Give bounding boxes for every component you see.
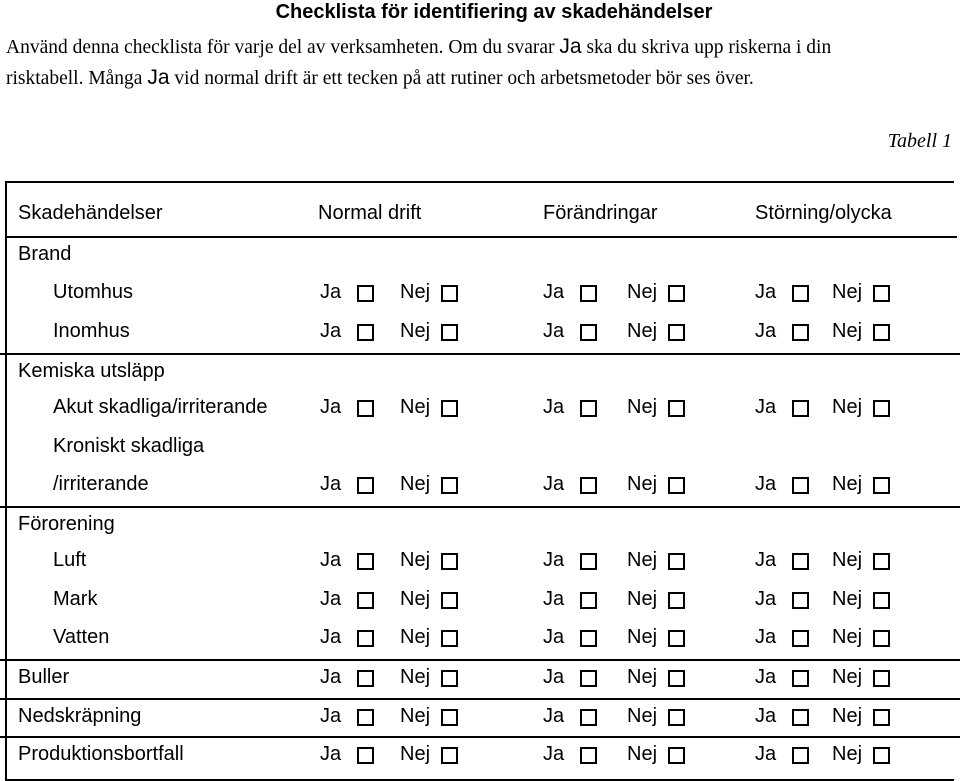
intro-line-1: Använd denna checklista för varje del av verksamheten. Om du svarar Ja ska du skriva upp riskerna i din <box>6 35 832 58</box>
checkbox-nej-normal-drift[interactable] <box>441 285 458 302</box>
checkbox-ja-storning[interactable] <box>792 747 809 764</box>
checkbox-nej-forandringar[interactable] <box>668 670 685 687</box>
row-label: Nedskräpning <box>18 704 142 727</box>
checkbox-nej-forandringar[interactable] <box>668 747 685 764</box>
option-ja-label: Ja <box>320 742 342 765</box>
checkbox-ja-storning[interactable] <box>792 630 809 647</box>
checkbox-ja-forandringar[interactable] <box>580 324 597 341</box>
option-nej-label: Nej <box>627 549 658 572</box>
checkbox-nej-storning[interactable] <box>873 477 890 494</box>
checkbox-ja-normal-drift[interactable] <box>357 553 374 570</box>
row-label: Buller <box>18 666 70 689</box>
checkbox-ja-forandringar[interactable] <box>580 285 597 302</box>
row-label: Kemiska utsläpp <box>18 359 165 382</box>
option-nej-label: Nej <box>400 626 431 648</box>
option-nej-label: Nej <box>627 626 658 648</box>
row-label: Utomhus <box>53 281 134 304</box>
option-ja-label: Ja <box>543 472 565 495</box>
checkbox-nej-normal-drift[interactable] <box>441 553 458 570</box>
checkbox-nej-storning[interactable] <box>873 592 890 609</box>
checkbox-ja-normal-drift[interactable] <box>357 477 374 494</box>
table-row <box>0 430 960 468</box>
option-nej-label: Nej <box>400 666 431 689</box>
option-nej-label: Nej <box>400 742 431 765</box>
table-caption: Tabell 1 <box>887 130 952 152</box>
checkbox-ja-normal-drift[interactable] <box>357 285 374 302</box>
option-ja-label: Ja <box>320 281 342 304</box>
table-row <box>0 238 960 276</box>
checkbox-nej-normal-drift[interactable] <box>441 709 458 726</box>
option-ja-label: Ja <box>755 587 777 610</box>
option-ja-label: Ja <box>543 587 565 610</box>
option-ja-label: Ja <box>755 472 777 495</box>
checkbox-ja-forandringar[interactable] <box>580 670 597 687</box>
checkbox-nej-storning[interactable] <box>873 285 890 302</box>
intro-ja-emphasis: Ja <box>147 66 170 89</box>
option-nej-label: Nej <box>832 549 863 572</box>
row-label: Inomhus <box>53 319 130 342</box>
option-nej-label: Nej <box>627 472 658 495</box>
row-label: Förorening <box>18 513 115 536</box>
option-ja-label: Ja <box>320 587 342 610</box>
checkbox-ja-storning[interactable] <box>792 477 809 494</box>
checkbox-nej-forandringar[interactable] <box>668 553 685 570</box>
option-ja-label: Ja <box>755 319 777 342</box>
checkbox-ja-storning[interactable] <box>792 709 809 726</box>
option-nej-label: Nej <box>832 626 863 648</box>
checkbox-ja-storning[interactable] <box>792 553 809 570</box>
table-row <box>0 468 960 506</box>
option-nej-label: Nej <box>627 742 658 765</box>
checkbox-ja-storning[interactable] <box>792 592 809 609</box>
option-ja-label: Ja <box>543 626 565 648</box>
checkbox-nej-storning[interactable] <box>873 324 890 341</box>
option-ja-label: Ja <box>543 742 565 765</box>
option-ja-label: Ja <box>755 281 777 304</box>
option-nej-label: Nej <box>627 281 658 304</box>
checkbox-nej-normal-drift[interactable] <box>441 670 458 687</box>
checkbox-nej-normal-drift[interactable] <box>441 477 458 494</box>
row-label: /irriterande <box>53 472 149 495</box>
table-row <box>0 659 960 697</box>
checkbox-ja-normal-drift[interactable] <box>357 324 374 341</box>
checkbox-ja-forandringar[interactable] <box>580 553 597 570</box>
table-row <box>0 698 960 736</box>
table-row <box>0 353 960 391</box>
header-normal-drift: Normal drift <box>318 202 422 224</box>
option-ja-label: Ja <box>755 549 777 572</box>
row-label: Vatten <box>53 626 110 648</box>
checkbox-nej-forandringar[interactable] <box>668 285 685 302</box>
option-ja-label: Ja <box>755 396 777 419</box>
checkbox-nej-forandringar[interactable] <box>668 709 685 726</box>
checkbox-nej-storning[interactable] <box>873 400 890 417</box>
checkbox-ja-normal-drift[interactable] <box>357 592 374 609</box>
option-ja-label: Ja <box>320 666 342 689</box>
option-nej-label: Nej <box>627 396 658 419</box>
option-ja-label: Ja <box>543 319 565 342</box>
option-nej-label: Nej <box>400 319 431 342</box>
intro-ja-emphasis: Ja <box>559 35 582 58</box>
intro-line-2: risktabell. Många Ja vid normal drift är ett tecken på att rutiner och arbetsmetoder bör ses över. <box>6 66 754 89</box>
option-nej-label: Nej <box>627 319 658 342</box>
checkbox-ja-normal-drift[interactable] <box>357 630 374 647</box>
checkbox-ja-normal-drift[interactable] <box>357 747 374 764</box>
checkbox-nej-storning[interactable] <box>873 630 890 647</box>
checkbox-nej-normal-drift[interactable] <box>441 324 458 341</box>
checkbox-ja-storning[interactable] <box>792 324 809 341</box>
checkbox-nej-forandringar[interactable] <box>668 324 685 341</box>
option-nej-label: Nej <box>400 587 431 610</box>
option-ja-label: Ja <box>543 281 565 304</box>
checkbox-nej-storning[interactable] <box>873 553 890 570</box>
table-row <box>0 736 960 774</box>
option-ja-label: Ja <box>543 704 565 727</box>
option-ja-label: Ja <box>320 319 342 342</box>
option-ja-label: Ja <box>320 626 342 648</box>
option-ja-label: Ja <box>755 666 777 689</box>
option-ja-label: Ja <box>755 742 777 765</box>
option-ja-label: Ja <box>543 549 565 572</box>
option-nej-label: Nej <box>400 549 431 572</box>
option-nej-label: Nej <box>627 587 658 610</box>
option-nej-label: Nej <box>832 704 863 727</box>
checkbox-nej-storning[interactable] <box>873 709 890 726</box>
option-nej-label: Nej <box>832 281 863 304</box>
checkbox-nej-normal-drift[interactable] <box>441 747 458 764</box>
option-ja-label: Ja <box>320 472 342 495</box>
checkbox-ja-forandringar[interactable] <box>580 630 597 647</box>
checkbox-nej-forandringar[interactable] <box>668 592 685 609</box>
checkbox-ja-storning[interactable] <box>792 285 809 302</box>
table-row <box>0 544 960 582</box>
table-row <box>0 583 960 621</box>
checkbox-ja-normal-drift[interactable] <box>357 709 374 726</box>
intro-text <box>6 32 956 94</box>
table-row <box>0 391 960 429</box>
table-row <box>0 621 960 659</box>
option-nej-label: Nej <box>400 472 431 495</box>
option-nej-label: Nej <box>400 396 431 419</box>
checkbox-ja-storning[interactable] <box>792 400 809 417</box>
header-skadehandelser: Skadehändelser <box>18 202 163 224</box>
checkbox-ja-forandringar[interactable] <box>580 592 597 609</box>
row-label: Luft <box>53 549 87 572</box>
option-nej-label: Nej <box>832 742 863 765</box>
checkbox-nej-storning[interactable] <box>873 670 890 687</box>
option-ja-label: Ja <box>320 549 342 572</box>
row-label: Mark <box>53 587 98 610</box>
option-ja-label: Ja <box>755 626 777 648</box>
option-nej-label: Nej <box>627 666 658 689</box>
option-nej-label: Nej <box>832 666 863 689</box>
checkbox-ja-normal-drift[interactable] <box>357 670 374 687</box>
table-row <box>0 315 960 353</box>
checkbox-nej-forandringar[interactable] <box>668 630 685 647</box>
page-title: Checklista för identifiering av skadehändelser <box>275 1 713 23</box>
checkbox-nej-normal-drift[interactable] <box>441 630 458 647</box>
option-nej-label: Nej <box>627 704 658 727</box>
option-nej-label: Nej <box>400 704 431 727</box>
option-nej-label: Nej <box>400 281 431 304</box>
option-ja-label: Ja <box>543 396 565 419</box>
checkbox-nej-forandringar[interactable] <box>668 477 685 494</box>
row-label: Brand <box>18 243 72 265</box>
checkbox-nej-forandringar[interactable] <box>668 400 685 417</box>
option-nej-label: Nej <box>832 587 863 610</box>
table-row <box>0 276 960 314</box>
row-label: Akut skadliga/irriterande <box>53 396 268 419</box>
option-nej-label: Nej <box>832 472 863 495</box>
checkbox-nej-storning[interactable] <box>873 747 890 764</box>
table-row <box>0 506 960 544</box>
header-forandringar: Förändringar <box>543 202 658 224</box>
checkbox-ja-normal-drift[interactable] <box>357 400 374 417</box>
option-nej-label: Nej <box>832 319 863 342</box>
option-ja-label: Ja <box>755 704 777 727</box>
checkbox-nej-normal-drift[interactable] <box>441 592 458 609</box>
row-label: Produktionsbortfall <box>18 742 184 765</box>
header-storning-olycka: Störning/olycka <box>755 202 892 224</box>
checkbox-ja-forandringar[interactable] <box>580 477 597 494</box>
option-nej-label: Nej <box>832 396 863 419</box>
option-ja-label: Ja <box>320 396 342 419</box>
checkbox-ja-forandringar[interactable] <box>580 400 597 417</box>
option-ja-label: Ja <box>543 666 565 689</box>
checkbox-ja-storning[interactable] <box>792 670 809 687</box>
option-ja-label: Ja <box>320 704 342 727</box>
row-label: Kroniskt skadliga <box>53 434 205 457</box>
checkbox-ja-forandringar[interactable] <box>580 709 597 726</box>
checkbox-ja-forandringar[interactable] <box>580 747 597 764</box>
checkbox-nej-normal-drift[interactable] <box>441 400 458 417</box>
